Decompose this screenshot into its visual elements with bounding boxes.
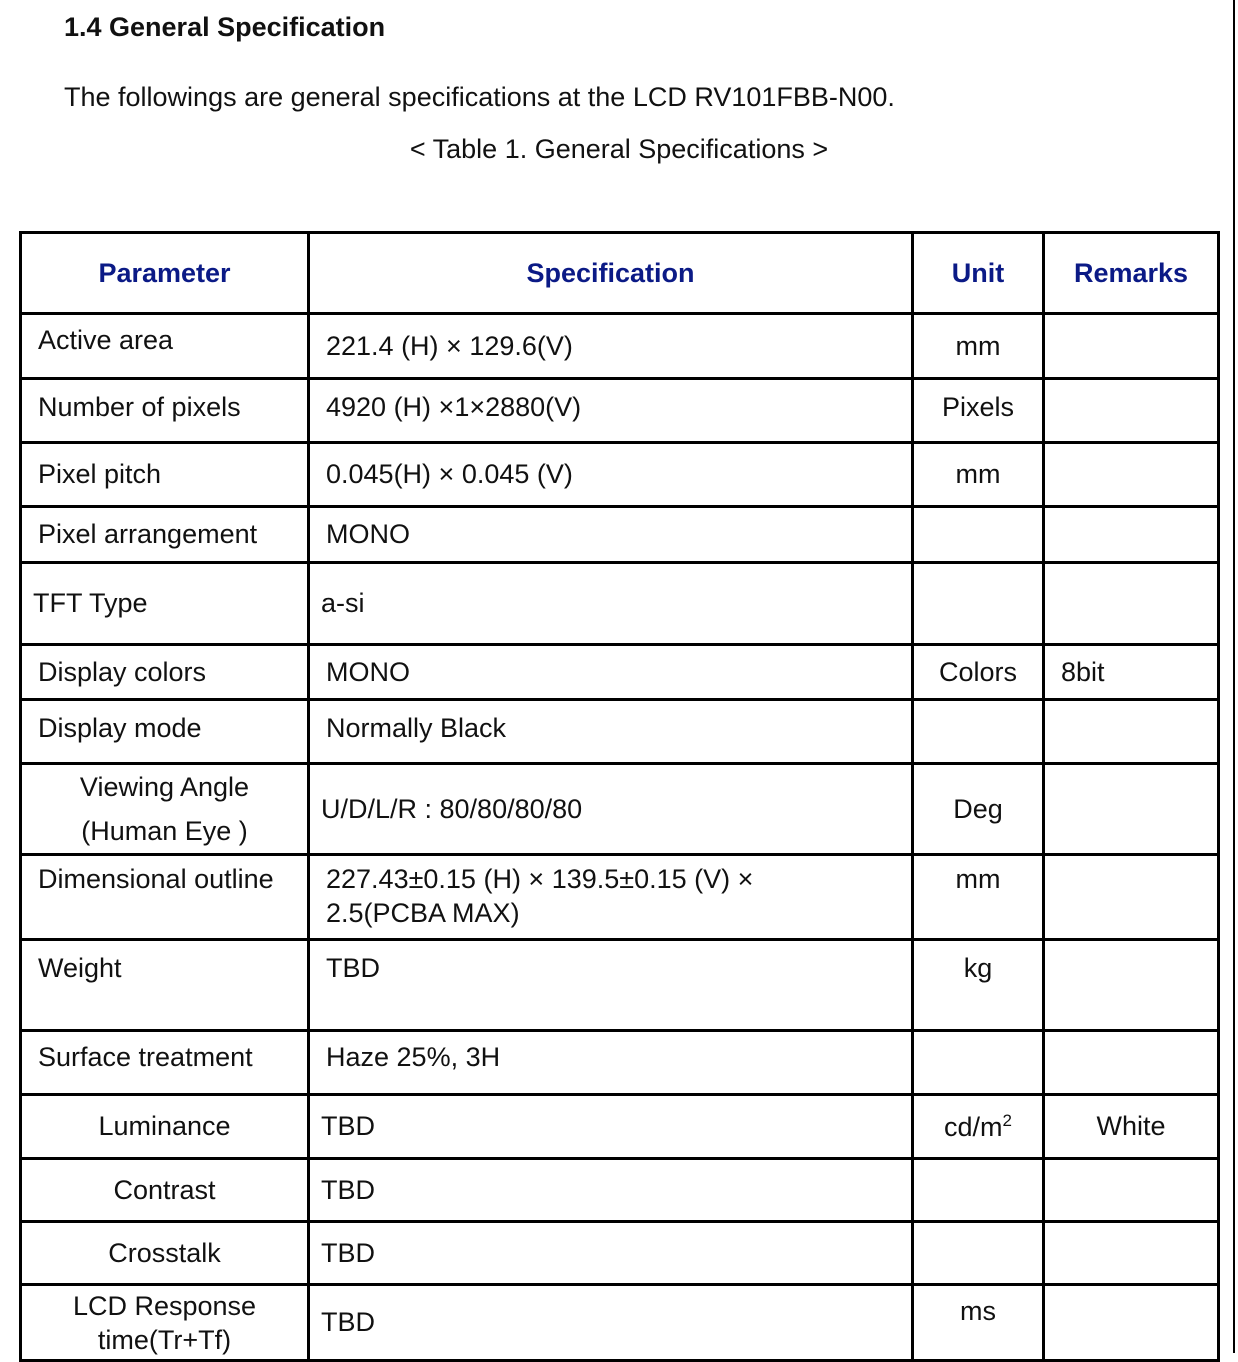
- row-unit: kg: [913, 940, 1044, 1031]
- row-remarks: [1044, 764, 1219, 855]
- row-specification: Normally Black: [309, 700, 913, 764]
- row-specification-line2: 2.5(PCBA MAX): [326, 898, 520, 928]
- row-remarks: [1044, 1159, 1219, 1222]
- row-remarks: [1044, 1285, 1219, 1361]
- row-remarks: [1044, 379, 1219, 443]
- row-specification: TBD: [309, 1095, 913, 1159]
- table-row: [21, 314, 1219, 379]
- table-row: [21, 507, 1219, 563]
- row-specification: 221.4 (H) × 129.6(V): [309, 314, 913, 379]
- row-parameter: [21, 1285, 309, 1361]
- table-row: [21, 940, 1219, 1031]
- row-specification: TBD: [309, 1222, 913, 1285]
- row-parameter: Display colors: [21, 645, 309, 700]
- row-remarks: White: [1044, 1095, 1219, 1159]
- general-spec-table: [19, 231, 1220, 1362]
- row-parameter: Active area: [21, 314, 309, 379]
- row-parameter: Dimensional outline: [21, 855, 309, 940]
- row-parameter: Number of pixels: [21, 379, 309, 443]
- row-unit: [913, 507, 1044, 563]
- row-parameter-line1: Viewing Angle: [79, 772, 250, 802]
- table-row: [21, 379, 1219, 443]
- row-remarks: [1044, 700, 1219, 764]
- row-unit: ms: [913, 1285, 1044, 1361]
- table-row: [21, 855, 1219, 940]
- row-specification: U/D/L/R : 80/80/80/80: [309, 764, 913, 855]
- header-unit: Unit: [913, 233, 1044, 314]
- section-heading: 1.4 General Specification: [64, 12, 386, 42]
- table-row: [21, 645, 1219, 700]
- row-unit: mm: [913, 314, 1044, 379]
- row-unit: [913, 1222, 1044, 1285]
- row-specification: 0.045(H) × 0.045 (V): [309, 443, 913, 507]
- row-remarks: [1044, 507, 1219, 563]
- row-remarks: [1044, 1222, 1219, 1285]
- row-specification: a-si: [309, 563, 913, 645]
- table-header-row: [21, 233, 1219, 314]
- row-unit: Colors: [913, 645, 1044, 700]
- table-row: [21, 1095, 1219, 1159]
- table-row: [21, 1031, 1219, 1095]
- row-parameter-line2: time(Tr+Tf): [97, 1324, 232, 1355]
- row-parameter: [21, 764, 309, 855]
- row-parameter: Crosstalk: [21, 1222, 309, 1285]
- row-specification: TBD: [309, 940, 913, 1031]
- row-unit: mm: [913, 443, 1044, 507]
- intro-paragraph: The followings are general specifications at the LCD RV101FBB-N00.: [64, 82, 895, 112]
- row-remarks: 8bit: [1044, 645, 1219, 700]
- row-unit: mm: [913, 855, 1044, 940]
- row-unit: Deg: [913, 764, 1044, 855]
- row-parameter: TFT Type: [21, 563, 309, 645]
- row-unit-base: cd/m: [944, 1111, 1003, 1142]
- row-specification: TBD: [309, 1285, 913, 1361]
- row-remarks: [1044, 1031, 1219, 1095]
- row-specification: MONO: [309, 645, 913, 700]
- row-specification: 4920 (H) ×1×2880(V): [309, 379, 913, 443]
- row-unit: Pixels: [913, 379, 1044, 443]
- row-parameter: Luminance: [21, 1095, 309, 1159]
- row-remarks: [1044, 855, 1219, 940]
- row-unit: [913, 1159, 1044, 1222]
- table-row: [21, 563, 1219, 645]
- row-remarks: [1044, 314, 1219, 379]
- table-row: [21, 1159, 1219, 1222]
- table-row: [21, 1285, 1219, 1361]
- table-row: [21, 764, 1219, 855]
- row-parameter-line2: (Human Eye ): [81, 816, 248, 846]
- row-remarks: [1044, 940, 1219, 1031]
- row-parameter: Pixel arrangement: [21, 507, 309, 563]
- row-specification: Haze 25%, 3H: [309, 1031, 913, 1095]
- row-remarks: [1044, 443, 1219, 507]
- row-parameter: Contrast: [21, 1159, 309, 1222]
- page-right-rule: [1233, 0, 1235, 1353]
- row-specification: [309, 855, 913, 940]
- row-parameter: Display mode: [21, 700, 309, 764]
- row-specification-line1: 227.43±0.15 (H) × 139.5±0.15 (V) ×: [326, 864, 754, 894]
- row-parameter: Pixel pitch: [21, 443, 309, 507]
- row-unit: [913, 1095, 1044, 1159]
- row-parameter: Weight: [21, 940, 309, 1031]
- table-row: [21, 443, 1219, 507]
- row-remarks: [1044, 563, 1219, 645]
- row-parameter: Surface treatment: [21, 1031, 309, 1095]
- row-parameter-line1: LCD Response: [72, 1290, 257, 1321]
- table-row: [21, 1222, 1219, 1285]
- row-specification: TBD: [309, 1159, 913, 1222]
- row-unit: [913, 563, 1044, 645]
- row-unit-superscript: 2: [1002, 1110, 1012, 1130]
- header-parameter: Parameter: [21, 233, 309, 314]
- table-row: [21, 700, 1219, 764]
- header-remarks: Remarks: [1044, 233, 1219, 314]
- table-caption: < Table 1. General Specifications >: [409, 134, 829, 164]
- header-specification: Specification: [309, 233, 913, 314]
- row-unit: [913, 700, 1044, 764]
- row-specification: MONO: [309, 507, 913, 563]
- row-unit: [913, 1031, 1044, 1095]
